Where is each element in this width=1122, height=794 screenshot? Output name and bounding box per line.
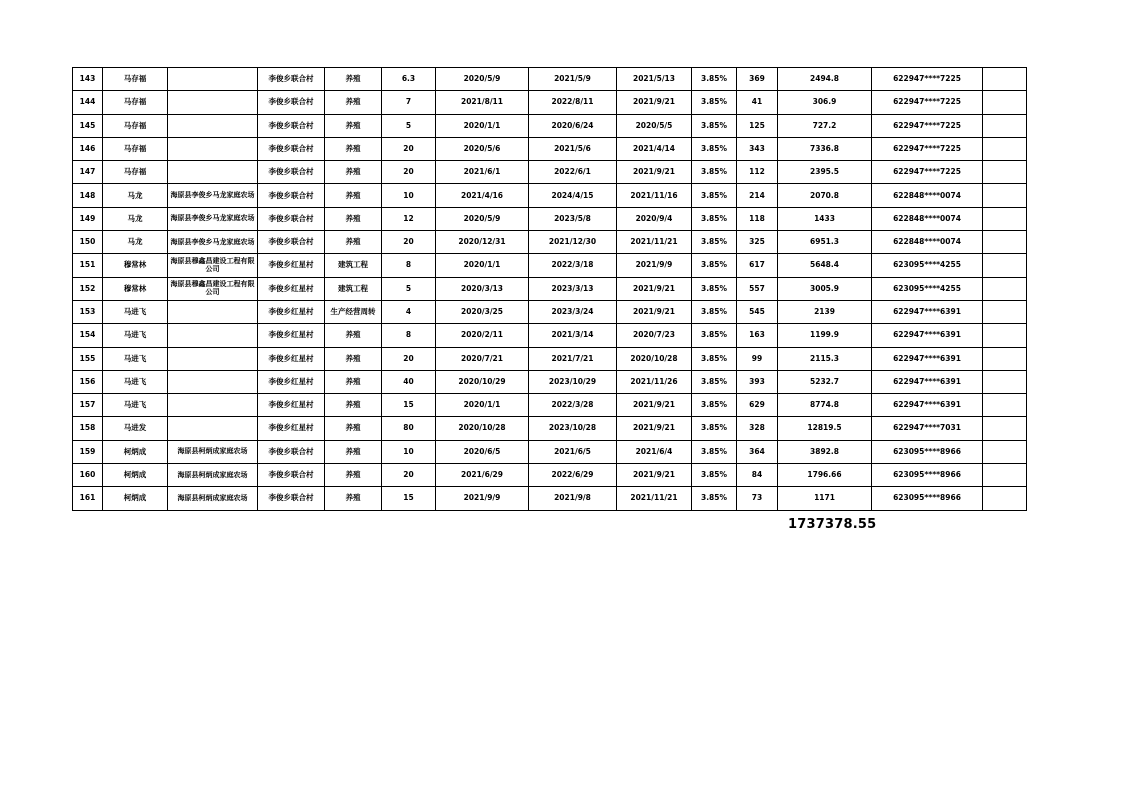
account-number-cell: 622947****7225 (872, 137, 983, 160)
loan-amount-cell: 80 (382, 417, 436, 440)
interest-amount-cell: 2070.8 (778, 184, 872, 207)
due-date-cell: 2024/4/15 (529, 184, 617, 207)
loan-amount-cell: 5 (382, 277, 436, 300)
row-number-cell: 143 (73, 68, 103, 91)
account-number-cell: 622947****6391 (872, 370, 983, 393)
days-cell: 214 (737, 184, 778, 207)
borrower-name-cell: 马存福 (103, 161, 168, 184)
due-date-cell: 2022/3/28 (529, 394, 617, 417)
settle-date-cell: 2020/7/23 (617, 324, 692, 347)
settle-date-cell: 2021/9/21 (617, 91, 692, 114)
business-name-cell: 海原县柯炳成家庭农场 (168, 440, 258, 463)
loan-purpose-cell: 养殖 (325, 464, 382, 487)
village-cell: 李俊乡红星村 (258, 347, 325, 370)
borrower-name-cell: 穆常林 (103, 254, 168, 277)
loan-purpose-cell: 养殖 (325, 417, 382, 440)
settle-date-cell: 2021/9/21 (617, 464, 692, 487)
settle-date-cell: 2021/9/21 (617, 417, 692, 440)
business-name-cell (168, 114, 258, 137)
days-cell: 328 (737, 417, 778, 440)
table-row (73, 487, 1027, 510)
due-date-cell: 2023/3/24 (529, 300, 617, 323)
interest-rate-cell: 3.85% (692, 300, 737, 323)
days-cell: 343 (737, 137, 778, 160)
interest-amount-cell: 12819.5 (778, 417, 872, 440)
due-date-cell: 2021/9/8 (529, 487, 617, 510)
village-cell: 李俊乡联合村 (258, 440, 325, 463)
loan-amount-cell: 20 (382, 347, 436, 370)
interest-amount-cell: 8774.8 (778, 394, 872, 417)
note-cell (983, 161, 1027, 184)
table-row (73, 68, 1027, 91)
borrower-name-cell: 马进发 (103, 417, 168, 440)
interest-amount-cell: 1199.9 (778, 324, 872, 347)
interest-rate-cell: 3.85% (692, 487, 737, 510)
loan-purpose-cell: 养殖 (325, 324, 382, 347)
row-number-cell: 161 (73, 487, 103, 510)
account-number-cell: 622848****0074 (872, 207, 983, 230)
village-cell: 李俊乡红星村 (258, 254, 325, 277)
borrower-name-cell: 马进飞 (103, 394, 168, 417)
due-date-cell: 2021/5/6 (529, 137, 617, 160)
row-number-cell: 150 (73, 231, 103, 254)
start-date-cell: 2021/4/16 (436, 184, 529, 207)
account-number-cell: 622947****7031 (872, 417, 983, 440)
due-date-cell: 2022/3/18 (529, 254, 617, 277)
business-name-cell: 海原县穆鑫昌建设工程有限公司 (168, 277, 258, 300)
interest-amount-cell: 1796.66 (778, 464, 872, 487)
days-cell: 369 (737, 68, 778, 91)
start-date-cell: 2020/3/25 (436, 300, 529, 323)
due-date-cell: 2023/5/8 (529, 207, 617, 230)
borrower-name-cell: 马龙 (103, 184, 168, 207)
table-row (73, 440, 1027, 463)
start-date-cell: 2020/1/1 (436, 254, 529, 277)
interest-rate-cell: 3.85% (692, 277, 737, 300)
row-number-cell: 152 (73, 277, 103, 300)
borrower-name-cell: 马进飞 (103, 324, 168, 347)
borrower-name-cell: 柯炳成 (103, 440, 168, 463)
start-date-cell: 2021/6/29 (436, 464, 529, 487)
interest-rate-cell: 3.85% (692, 161, 737, 184)
start-date-cell: 2020/2/11 (436, 324, 529, 347)
interest-rate-cell: 3.85% (692, 394, 737, 417)
row-number-cell: 159 (73, 440, 103, 463)
loan-purpose-cell: 养殖 (325, 184, 382, 207)
loan-amount-cell: 10 (382, 184, 436, 207)
business-name-cell (168, 91, 258, 114)
note-cell (983, 207, 1027, 230)
table-row (73, 184, 1027, 207)
grand-total: 1737378.55 (788, 517, 877, 532)
note-cell (983, 114, 1027, 137)
settle-date-cell: 2021/9/21 (617, 394, 692, 417)
table-row (73, 300, 1027, 323)
interest-rate-cell: 3.85% (692, 347, 737, 370)
borrower-name-cell: 穆常林 (103, 277, 168, 300)
settle-date-cell: 2021/11/21 (617, 231, 692, 254)
account-number-cell: 622947****7225 (872, 68, 983, 91)
village-cell: 李俊乡联合村 (258, 114, 325, 137)
village-cell: 李俊乡联合村 (258, 161, 325, 184)
note-cell (983, 464, 1027, 487)
borrower-name-cell: 马进飞 (103, 347, 168, 370)
due-date-cell: 2020/6/24 (529, 114, 617, 137)
borrower-name-cell: 马存福 (103, 91, 168, 114)
due-date-cell: 2021/12/30 (529, 231, 617, 254)
days-cell: 125 (737, 114, 778, 137)
interest-rate-cell: 3.85% (692, 91, 737, 114)
note-cell (983, 370, 1027, 393)
note-cell (983, 277, 1027, 300)
loan-amount-cell: 10 (382, 440, 436, 463)
table-row (73, 370, 1027, 393)
loan-amount-cell: 20 (382, 464, 436, 487)
borrower-name-cell: 柯炳成 (103, 487, 168, 510)
village-cell: 李俊乡联合村 (258, 231, 325, 254)
note-cell (983, 300, 1027, 323)
note-cell (983, 254, 1027, 277)
interest-rate-cell: 3.85% (692, 137, 737, 160)
business-name-cell: 海原县柯炳成家庭农场 (168, 464, 258, 487)
due-date-cell: 2022/6/1 (529, 161, 617, 184)
ledger-body (73, 68, 1027, 511)
row-number-cell: 153 (73, 300, 103, 323)
interest-amount-cell: 2139 (778, 300, 872, 323)
row-number-cell: 145 (73, 114, 103, 137)
village-cell: 李俊乡红星村 (258, 277, 325, 300)
days-cell: 325 (737, 231, 778, 254)
days-cell: 163 (737, 324, 778, 347)
start-date-cell: 2020/12/31 (436, 231, 529, 254)
row-number-cell: 151 (73, 254, 103, 277)
village-cell: 李俊乡联合村 (258, 68, 325, 91)
start-date-cell: 2020/5/9 (436, 207, 529, 230)
village-cell: 李俊乡联合村 (258, 91, 325, 114)
start-date-cell: 2020/7/21 (436, 347, 529, 370)
account-number-cell: 623095****4255 (872, 254, 983, 277)
village-cell: 李俊乡联合村 (258, 464, 325, 487)
due-date-cell: 2021/3/14 (529, 324, 617, 347)
interest-rate-cell: 3.85% (692, 114, 737, 137)
row-number-cell: 146 (73, 137, 103, 160)
due-date-cell: 2021/7/21 (529, 347, 617, 370)
interest-rate-cell: 3.85% (692, 184, 737, 207)
loan-amount-cell: 7 (382, 91, 436, 114)
interest-rate-cell: 3.85% (692, 370, 737, 393)
interest-amount-cell: 1171 (778, 487, 872, 510)
village-cell: 李俊乡红星村 (258, 300, 325, 323)
loan-purpose-cell: 养殖 (325, 161, 382, 184)
account-number-cell: 622947****6391 (872, 394, 983, 417)
loan-amount-cell: 12 (382, 207, 436, 230)
days-cell: 73 (737, 487, 778, 510)
days-cell: 364 (737, 440, 778, 463)
account-number-cell: 622947****6391 (872, 347, 983, 370)
start-date-cell: 2021/9/9 (436, 487, 529, 510)
settle-date-cell: 2021/9/21 (617, 161, 692, 184)
start-date-cell: 2020/1/1 (436, 114, 529, 137)
row-number-cell: 147 (73, 161, 103, 184)
days-cell: 41 (737, 91, 778, 114)
loan-amount-cell: 8 (382, 254, 436, 277)
business-name-cell (168, 370, 258, 393)
start-date-cell: 2020/6/5 (436, 440, 529, 463)
table-row (73, 277, 1027, 300)
table-row (73, 347, 1027, 370)
business-name-cell (168, 347, 258, 370)
loan-amount-cell: 5 (382, 114, 436, 137)
table-row (73, 324, 1027, 347)
borrower-name-cell: 马进飞 (103, 300, 168, 323)
village-cell: 李俊乡联合村 (258, 184, 325, 207)
row-number-cell: 156 (73, 370, 103, 393)
days-cell: 112 (737, 161, 778, 184)
interest-rate-cell: 3.85% (692, 324, 737, 347)
business-name-cell (168, 161, 258, 184)
account-number-cell: 622947****7225 (872, 161, 983, 184)
interest-rate-cell: 3.85% (692, 231, 737, 254)
table-row (73, 161, 1027, 184)
days-cell: 545 (737, 300, 778, 323)
start-date-cell: 2020/10/29 (436, 370, 529, 393)
row-number-cell: 154 (73, 324, 103, 347)
table-row (73, 394, 1027, 417)
settle-date-cell: 2020/5/5 (617, 114, 692, 137)
table-row (73, 114, 1027, 137)
interest-amount-cell: 2115.3 (778, 347, 872, 370)
row-number-cell: 155 (73, 347, 103, 370)
interest-amount-cell: 5648.4 (778, 254, 872, 277)
borrower-name-cell: 柯炳成 (103, 464, 168, 487)
business-name-cell: 海原县李俊乡马龙家庭农场 (168, 231, 258, 254)
row-number-cell: 148 (73, 184, 103, 207)
row-number-cell: 157 (73, 394, 103, 417)
account-number-cell: 622947****6391 (872, 324, 983, 347)
interest-rate-cell: 3.85% (692, 254, 737, 277)
note-cell (983, 347, 1027, 370)
interest-rate-cell: 3.85% (692, 68, 737, 91)
table-row (73, 417, 1027, 440)
note-cell (983, 184, 1027, 207)
business-name-cell (168, 137, 258, 160)
village-cell: 李俊乡联合村 (258, 487, 325, 510)
settle-date-cell: 2021/11/26 (617, 370, 692, 393)
account-number-cell: 622848****0074 (872, 231, 983, 254)
days-cell: 393 (737, 370, 778, 393)
note-cell (983, 137, 1027, 160)
note-cell (983, 440, 1027, 463)
borrower-name-cell: 马存福 (103, 68, 168, 91)
note-cell (983, 487, 1027, 510)
account-number-cell: 622947****7225 (872, 91, 983, 114)
loan-amount-cell: 15 (382, 487, 436, 510)
note-cell (983, 324, 1027, 347)
borrower-name-cell: 马龙 (103, 207, 168, 230)
loan-purpose-cell: 养殖 (325, 487, 382, 510)
settle-date-cell: 2021/11/21 (617, 487, 692, 510)
account-number-cell: 623095****8966 (872, 464, 983, 487)
interest-rate-cell: 3.85% (692, 417, 737, 440)
table-row (73, 137, 1027, 160)
due-date-cell: 2022/6/29 (529, 464, 617, 487)
loan-purpose-cell: 养殖 (325, 370, 382, 393)
settle-date-cell: 2021/4/14 (617, 137, 692, 160)
loan-purpose-cell: 养殖 (325, 394, 382, 417)
loan-purpose-cell: 养殖 (325, 347, 382, 370)
business-name-cell: 海原县穆鑫昌建设工程有限公司 (168, 254, 258, 277)
note-cell (983, 394, 1027, 417)
table-row (73, 464, 1027, 487)
due-date-cell: 2023/3/13 (529, 277, 617, 300)
loan-amount-cell: 6.3 (382, 68, 436, 91)
loan-purpose-cell: 建筑工程 (325, 254, 382, 277)
business-name-cell: 海原县李俊乡马龙家庭农场 (168, 207, 258, 230)
due-date-cell: 2023/10/28 (529, 417, 617, 440)
village-cell: 李俊乡联合村 (258, 207, 325, 230)
loan-ledger-table (72, 67, 1027, 511)
row-number-cell: 149 (73, 207, 103, 230)
settle-date-cell: 2020/9/4 (617, 207, 692, 230)
loan-purpose-cell: 养殖 (325, 91, 382, 114)
loan-purpose-cell: 建筑工程 (325, 277, 382, 300)
interest-amount-cell: 7336.8 (778, 137, 872, 160)
account-number-cell: 622947****6391 (872, 300, 983, 323)
due-date-cell: 2023/10/29 (529, 370, 617, 393)
note-cell (983, 68, 1027, 91)
loan-purpose-cell: 养殖 (325, 207, 382, 230)
interest-amount-cell: 5232.7 (778, 370, 872, 393)
interest-amount-cell: 3892.8 (778, 440, 872, 463)
village-cell: 李俊乡红星村 (258, 394, 325, 417)
loan-amount-cell: 15 (382, 394, 436, 417)
row-number-cell: 144 (73, 91, 103, 114)
settle-date-cell: 2021/11/16 (617, 184, 692, 207)
business-name-cell (168, 417, 258, 440)
interest-amount-cell: 3005.9 (778, 277, 872, 300)
interest-amount-cell: 1433 (778, 207, 872, 230)
interest-amount-cell: 306.9 (778, 91, 872, 114)
table-row (73, 231, 1027, 254)
days-cell: 617 (737, 254, 778, 277)
loan-amount-cell: 8 (382, 324, 436, 347)
loan-amount-cell: 4 (382, 300, 436, 323)
due-date-cell: 2022/8/11 (529, 91, 617, 114)
start-date-cell: 2020/10/28 (436, 417, 529, 440)
loan-purpose-cell: 养殖 (325, 68, 382, 91)
account-number-cell: 622848****0074 (872, 184, 983, 207)
business-name-cell: 海原县柯炳成家庭农场 (168, 487, 258, 510)
loan-amount-cell: 40 (382, 370, 436, 393)
loan-purpose-cell: 养殖 (325, 137, 382, 160)
start-date-cell: 2021/8/11 (436, 91, 529, 114)
settle-date-cell: 2021/5/13 (617, 68, 692, 91)
table-row (73, 91, 1027, 114)
account-number-cell: 622947****7225 (872, 114, 983, 137)
settle-date-cell: 2021/6/4 (617, 440, 692, 463)
account-number-cell: 623095****4255 (872, 277, 983, 300)
note-cell (983, 417, 1027, 440)
settle-date-cell: 2020/10/28 (617, 347, 692, 370)
village-cell: 李俊乡红星村 (258, 417, 325, 440)
borrower-name-cell: 马存福 (103, 137, 168, 160)
business-name-cell (168, 300, 258, 323)
due-date-cell: 2021/6/5 (529, 440, 617, 463)
row-number-cell: 160 (73, 464, 103, 487)
days-cell: 557 (737, 277, 778, 300)
days-cell: 84 (737, 464, 778, 487)
row-number-cell: 158 (73, 417, 103, 440)
interest-rate-cell: 3.85% (692, 440, 737, 463)
loan-purpose-cell: 养殖 (325, 231, 382, 254)
business-name-cell (168, 324, 258, 347)
start-date-cell: 2020/3/13 (436, 277, 529, 300)
table-row (73, 207, 1027, 230)
account-number-cell: 623095****8966 (872, 440, 983, 463)
borrower-name-cell: 马存福 (103, 114, 168, 137)
due-date-cell: 2021/5/9 (529, 68, 617, 91)
loan-amount-cell: 20 (382, 161, 436, 184)
start-date-cell: 2020/5/9 (436, 68, 529, 91)
interest-amount-cell: 727.2 (778, 114, 872, 137)
interest-rate-cell: 3.85% (692, 207, 737, 230)
start-date-cell: 2021/6/1 (436, 161, 529, 184)
loan-amount-cell: 20 (382, 231, 436, 254)
village-cell: 李俊乡红星村 (258, 324, 325, 347)
start-date-cell: 2020/1/1 (436, 394, 529, 417)
village-cell: 李俊乡红星村 (258, 370, 325, 393)
days-cell: 629 (737, 394, 778, 417)
borrower-name-cell: 马龙 (103, 231, 168, 254)
business-name-cell (168, 68, 258, 91)
table-row (73, 254, 1027, 277)
borrower-name-cell: 马进飞 (103, 370, 168, 393)
loan-purpose-cell: 养殖 (325, 114, 382, 137)
interest-amount-cell: 2395.5 (778, 161, 872, 184)
loan-amount-cell: 20 (382, 137, 436, 160)
business-name-cell: 海原县李俊乡马龙家庭农场 (168, 184, 258, 207)
interest-amount-cell: 2494.8 (778, 68, 872, 91)
days-cell: 99 (737, 347, 778, 370)
note-cell (983, 91, 1027, 114)
start-date-cell: 2020/5/6 (436, 137, 529, 160)
interest-amount-cell: 6951.3 (778, 231, 872, 254)
note-cell (983, 231, 1027, 254)
settle-date-cell: 2021/9/9 (617, 254, 692, 277)
settle-date-cell: 2021/9/21 (617, 277, 692, 300)
interest-rate-cell: 3.85% (692, 464, 737, 487)
business-name-cell (168, 394, 258, 417)
settle-date-cell: 2021/9/21 (617, 300, 692, 323)
village-cell: 李俊乡联合村 (258, 137, 325, 160)
account-number-cell: 623095****8966 (872, 487, 983, 510)
loan-purpose-cell: 生产经营周转 (325, 300, 382, 323)
days-cell: 118 (737, 207, 778, 230)
loan-purpose-cell: 养殖 (325, 440, 382, 463)
